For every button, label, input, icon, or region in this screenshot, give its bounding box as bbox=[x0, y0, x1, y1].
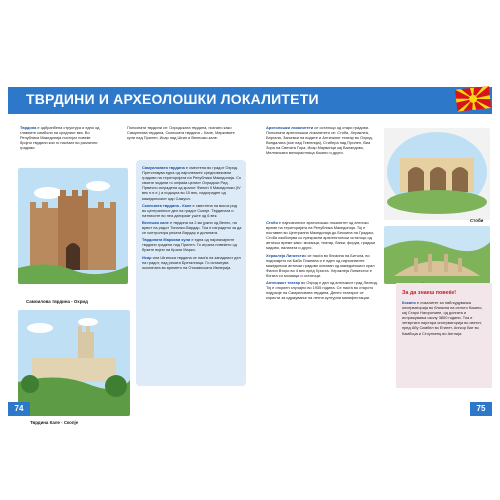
paragraph: Кокино е локалитет за набљудувачка опсерваторија во близина на селото Кокино, кај Старо Нагоричане, од долгата и истражувања околу 3800 години. Тоа е четвртата најстара опсерваторија во светот, пред Абу Симбел во Египет, Ангкор Ват во Камбоџа и Стоунхенџ во Англија. bbox=[402, 300, 483, 336]
fortress-info-text bbox=[142, 165, 242, 272]
paragraph: Тврдината Маркови кули е една од најзначајните тврдини градени над Прилеп. Го играла повеќето од брзите војни на Крали Марко. bbox=[142, 237, 237, 253]
paragraph: Самуиловата тврдина е сместена во градот Охрид. Претставува една од најголемите средновековни градови на територијата на Република Македонија. Со своите ѕидини го опфаќа целиот Охридски Рид. Првично изградена од кралот Филип II Македонски (IV век п.н.е.) а подоцна во 10 век, надограден од македонскиот цар Самуил. bbox=[142, 165, 242, 201]
paragraph: Скопската тврдина - Кале е сместена на висок рид во централниот дел на градот Скопје. Тврдината и натписите во неа датираат уште од 6 век. bbox=[142, 202, 237, 218]
paragraph: Археолошки локалитети се остатоци од стари градови. Попознати археолошки локалитети се: Стоби, Хераклеа, Баргала, Зањевси на водите и Античкиот театар во Охрид, Виндалата (кое над Гевгелија), Стибера над Прилеп, Виа Зора на Светата Гора, Исар Марвинци кај Валандово, Мелничката мепорастница Кокино и други. bbox=[266, 125, 373, 156]
page-title: ТВРДИНИ И АРХЕОЛОШКИ ЛОКАЛИТЕТИ bbox=[26, 91, 319, 107]
page-number-left: 74 bbox=[8, 402, 30, 416]
did-you-know-text bbox=[402, 300, 486, 338]
macedonia-flag-icon bbox=[452, 80, 492, 116]
paragraph: Стоби е најпознатиот археолошки локалитет од античко време на територијата на Република Македонија. Тој е поставен во Централна Македонија до Бекоина на Градско. Стоби изобилува со прекрасни архитектонски остатоци од античко време како: мозаици, театар, бањи, форум, градски ѕидови, палатата и друго. bbox=[266, 220, 376, 251]
caption-stobi: Стоби bbox=[470, 218, 484, 223]
heraclea-illustration bbox=[384, 226, 490, 284]
caption-samuel-fortress: Самоилова тврдина - Охрид bbox=[26, 299, 88, 304]
skopje-fortress-illustration bbox=[18, 310, 130, 416]
paragraph: Велешко кале е тврдина на 2 км јужно од Велес, на врвот на ридот Топалко-Вардар. Тоа е изградено за да се контролира реката Вардар и долината. bbox=[142, 219, 242, 236]
samuel-fortress-illustration bbox=[18, 168, 128, 284]
page-number-right: 75 bbox=[470, 402, 492, 416]
paragraph: Хераклеја Линкестис се наоѓа во близина на Битола, во подножјето на Баба Планина и е еден од најпознатите македонски антички градови основан од македонскиот крал Филип Втори во 4 век пред Христа. Хераклеја Линкестис е богата со мозаици и остатоци. bbox=[266, 252, 375, 278]
intro-column-2 bbox=[127, 125, 239, 142]
paragraph: Исар или Штипска тврдина се наоѓа на западниот дел на градот, над реката Брегалница. Го истакнува околината во времето на Отоманската Империја. bbox=[142, 254, 241, 270]
paragraph: Античкиот театар во Охрид е дел од античкиот град Лихнид. Тој е откриен случајно во 1935 година. Се наоѓа во старото подрачје на Самуиловата тврдина. Денес театарот се користи за одржување на летни културни манифестации. bbox=[266, 280, 378, 301]
caption-skopje-fortress: Тврдина Кале - Скопје bbox=[30, 420, 79, 425]
archaeology-intro bbox=[266, 125, 374, 158]
did-you-know-title: За да знаеш повеќе! bbox=[402, 290, 456, 296]
paragraph: Тврдина е одбранбена структура и едно од главните симболи на средниот век. Во Република Македонија постојат повеќе бројни тврдини кои го наоѓаат во различни градови. bbox=[20, 125, 100, 151]
paragraph: Попознати тврдини се: Охридската тврдина, познато како Самуилова тврдина, Скопската тврдина – Кале, Марковите кули над Прилеп, Исар над Штип и Велешко кале. bbox=[127, 125, 235, 141]
archaeology-sites-text bbox=[266, 220, 378, 302]
stobi-illustration bbox=[384, 128, 490, 220]
intro-column-1 bbox=[20, 125, 102, 152]
